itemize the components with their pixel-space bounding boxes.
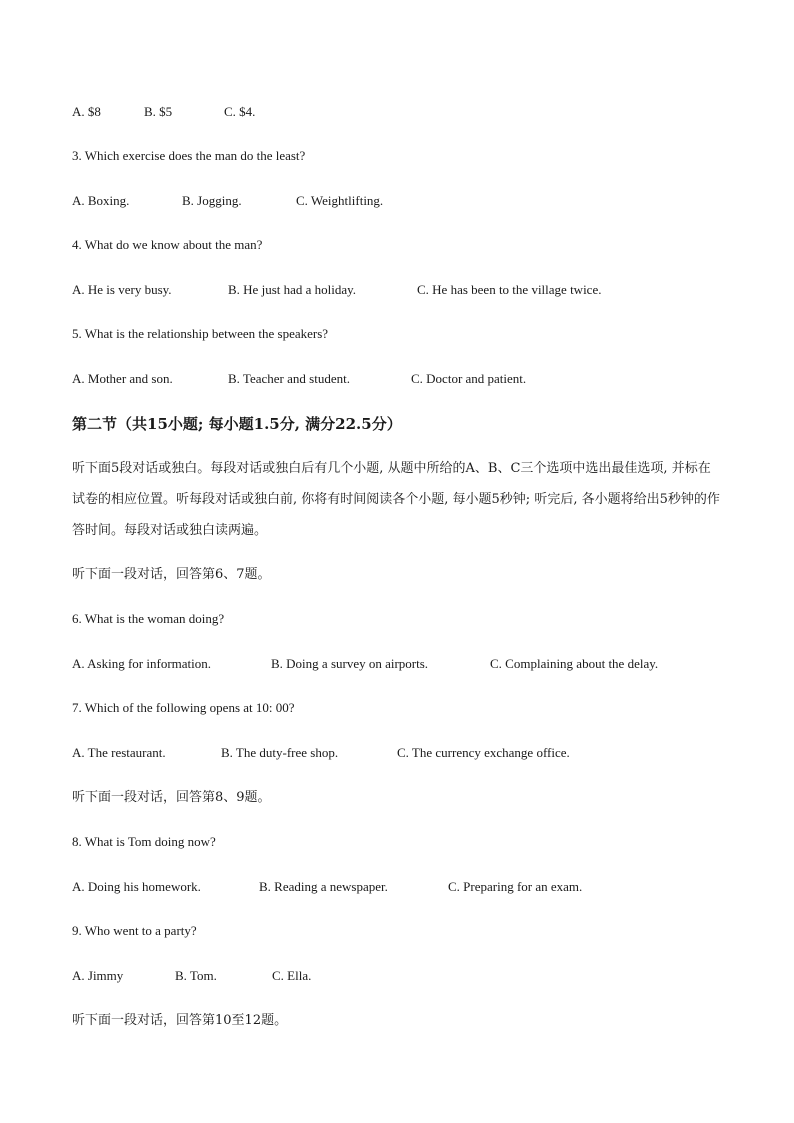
q6-stem: 6. What is the woman doing? [72,611,225,626]
q4-option-b: B. He just had a holiday. [228,282,357,297]
q6-option-b: B. Doing a survey on airports. [271,656,429,671]
q4-option-c: C. He has been to the village twice. [417,282,602,297]
q2-option-b: B. $5 [144,104,173,119]
q5-stem: 5. What is the relationship between the speakers? [72,326,329,341]
q3-stem: 3. Which exercise does the man do the least? [72,148,306,163]
q2-option-c: C. $4. [224,104,256,119]
q3-option-c: C. Weightlifting. [296,193,384,208]
dialog-10-12-intro: 听下面一段对话，回答第10至12题。 [72,1013,288,1028]
q4-stem: 4. What do we know about the man? [72,237,263,252]
q5-option-c: C. Doctor and patient. [411,371,527,386]
q9-option-c: C. Ella. [272,968,312,983]
q7-option-b: B. The duty-free shop. [221,745,339,760]
q5-option-b: B. Teacher and student. [228,371,350,386]
q8-option-a: A. Doing his homework. [72,879,201,894]
q6-option-c: C. Complaining about the delay. [490,656,659,671]
q7-option-a: A. The restaurant. [72,745,166,760]
q7-stem: 7. Which of the following opens at 10: 00? [72,700,295,715]
q8-option-b: B. Reading a newspaper. [259,879,388,894]
q5-option-a: A. Mother and son. [72,371,173,386]
section2-heading: 第二节（共15小题; 每小题1.5分, 满分22.5分） [72,415,402,433]
q9-option-a: A. Jimmy [72,968,124,983]
section2-instructions: 听下面5段对话或独白。每段对话或独白后有几个小题, 从题中所给的A、B、C三个选项中选出最佳选项, 并标在试卷的相应位置。听每段对话或独白前, 你将有时间阅读各个小题, 每小题5秒钟; 听完后, 各小题将给出5秒钟的作答时间。每段对话或独白读两遍。 [72,461,720,538]
q8-stem: 8. What is Tom doing now? [72,834,216,849]
q4-option-a: A. He is very busy. [72,282,172,297]
q7-option-c: C. The currency exchange office. [397,745,570,760]
q2-option-a: A. $8 [72,104,101,119]
dialog-6-7-intro: 听下面一段对话，回答第6、7题。 [72,567,271,582]
q6-option-a: A. Asking for information. [72,656,212,671]
q9-stem: 9. Who went to a party? [72,923,197,938]
q3-option-b: B. Jogging. [182,193,242,208]
q9-option-b: B. Tom. [175,968,217,983]
dialog-8-9-intro: 听下面一段对话，回答第8、9题。 [72,790,271,805]
q3-option-a: A. Boxing. [72,193,130,208]
q8-option-c: C. Preparing for an exam. [448,879,583,894]
